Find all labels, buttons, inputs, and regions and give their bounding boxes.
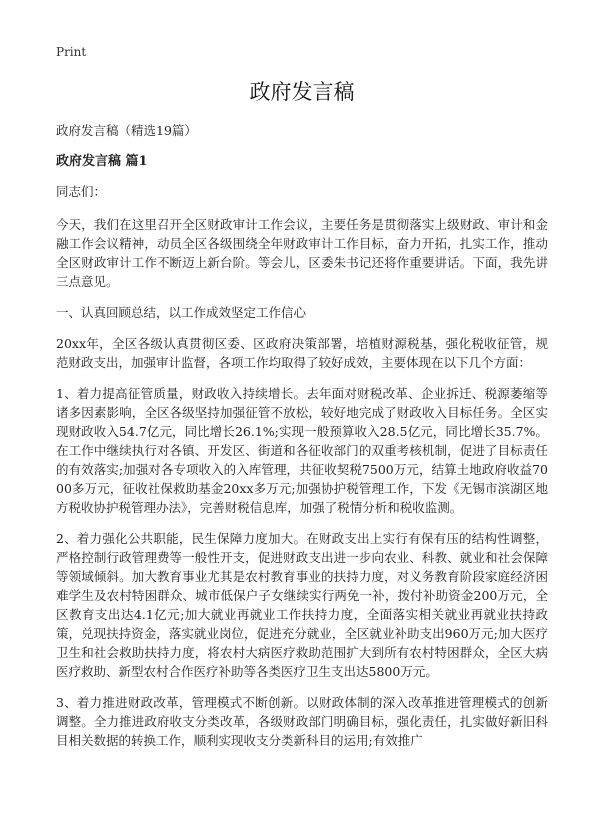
paragraph-point-2: 2、着力强化公共职能，民生保障力度加大。在财政支出上实行有保有压的结构性调整，严格控制行政管理费等一般性开支，促进财政支出进一步向农业、科教、就业和社会保障等领域倾斜。加大教育事业尤其是农村教育事业的扶持力度，对义务教育阶段家庭经济困难学生及农村特困群众、城市低保户子女继续实行两免一补，拨付补助资金200万元，全区教育支出达4.1亿元;加大就业再就业工作扶持力度，全面落实相关就业再就业扶持政策，兑现扶持资金，落实就业岗位，促进充分就业，全区就业补助支出960万元;加大医疗卫生和社会救助扶持力度，将农村大病医疗救助范围扩大到所有农村特困群众，全区大病医疗救助、新型农村合作医疗补助等各类医疗卫生支出达5800万元。 (56, 531, 548, 679)
paragraph-point-3: 3、着力推进财政改革，管理模式不断创新。以财政体制的深入改革推进管理模式的创新调整。全力推进政府收支分类改革，各级财政部门明确目标，强化责任，扎实做好新旧科目相关数据的转换工作，顺利实现收支分类新科目的运用;有效推广 (56, 695, 548, 748)
greeting: 同志们： (56, 184, 107, 199)
paragraph-overview: 20xx年，全区各级认真贯彻区委、区政府决策部署，培植财源税基，强化税收征管，规范财政支出，加强审计监督，各项工作均取得了较好成效，主要体现在以下几个方面： (56, 336, 548, 370)
paragraph-heading-one: 一、认真回顾总结，以工作成效坚定工作信心 (56, 305, 307, 320)
print-link[interactable]: Print (56, 45, 87, 59)
document-subtitle: 政府发言稿（精选19篇） (56, 123, 197, 138)
paragraph-intro: 今天，我们在这里召开全区财政审计工作会议，主要任务是贯彻落实上级财政、审计和金融工作会议精神，动员全区各级围绕全年财政审计工作目标，奋力开拓，扎实工作，推动全区财政审计工作不断迈上新台阶。等会儿，区委朱书记还将作重要讲话。下面，我先讲三点意见。 (56, 217, 548, 289)
paragraph-point-1: 1、着力提高征管质量，财政收入持续增长。去年面对财税改革、企业拆迁、税源萎缩等诸多因素影响，全区各级坚持加强征管不放松，较好地完成了财政收入目标任务。全区实现财政收入54.7亿元，同比增长26.1%;实现一般预算收入28.5亿元，同比增长35.7%。在工作中继续执行对各镇、开发区、街道和各征收部门的双重考核机制，促进了目标责任的有效落实;加强对各专项收入的入库管理，共征收契税7500万元，结算土地政府收益7000多万元，征收社保救助基金20xx多万元;加强协护税管理工作，下发《无锡市滨湖区地方税收协护税管理办法》，完善财税信息库，加强了税情分析和税收监测。 (56, 386, 548, 515)
document-title: 政府发言稿 (249, 80, 355, 104)
section-heading: 政府发言稿 篇1 (56, 154, 148, 169)
